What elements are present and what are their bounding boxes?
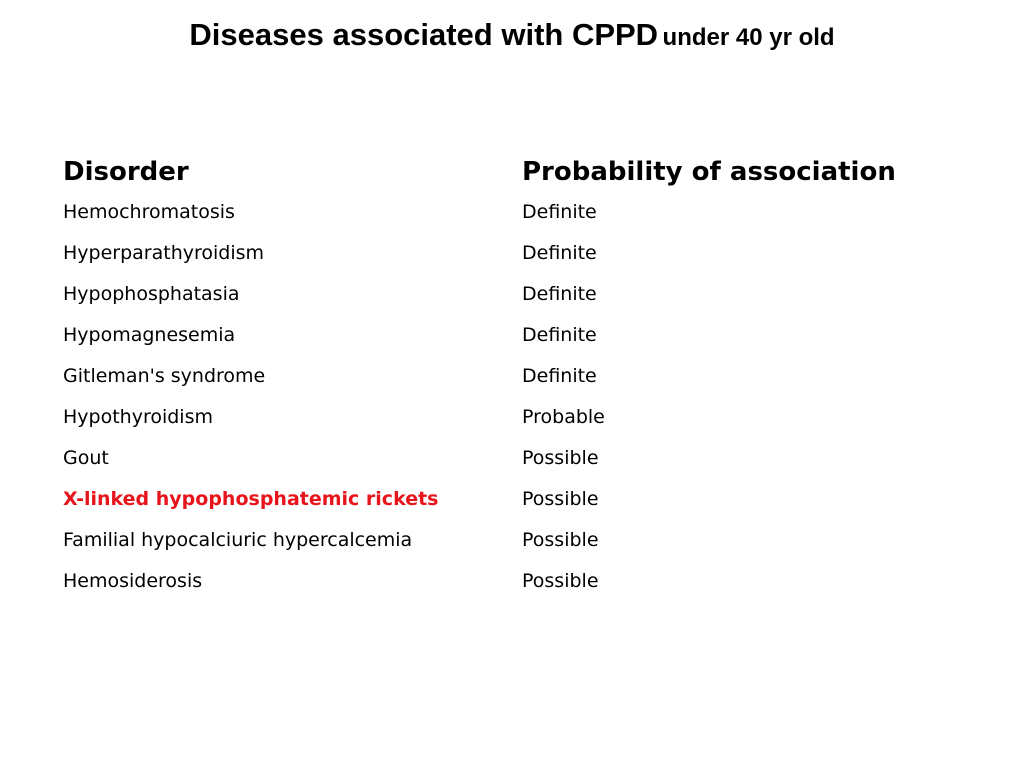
slide-title (0, 17, 1024, 53)
disorder-cell: Gout (63, 447, 109, 469)
probability-cell: Definite (522, 365, 597, 387)
slide-title-main: Diseases associated with CPPD (189, 17, 659, 52)
probability-cell: Definite (522, 201, 597, 223)
probability-cell: Possible (522, 447, 599, 469)
probability-cell: Possible (522, 570, 599, 592)
disorder-cell: Hypomagnesemia (63, 324, 236, 346)
disorder-cell: Hemosiderosis (63, 570, 203, 592)
disorder-cell: Hypophosphatasia (63, 283, 240, 305)
probability-cell: Possible (522, 529, 599, 551)
disorder-cell: Hyperparathyroidism (63, 242, 265, 264)
disorder-cell: Gitleman's syndrome (63, 365, 266, 387)
disorder-cell: Hemochromatosis (63, 201, 235, 223)
slide-title-sub: under 40 yr old (662, 24, 835, 51)
probability-cell: Possible (522, 488, 599, 510)
disorder-cell: X-linked hypophosphatemic rickets (63, 488, 439, 510)
probability-cell: Definite (522, 324, 597, 346)
disorder-cell: Hypothyroidism (63, 406, 213, 428)
probability-cell: Probable (522, 406, 605, 428)
probability-cell: Definite (522, 242, 597, 264)
header-disorder: Disorder (63, 157, 189, 187)
header-probability: Probability of association (522, 157, 896, 187)
probability-cell: Definite (522, 283, 597, 305)
disorder-cell: Familial hypocalciuric hypercalcemia (63, 529, 413, 551)
